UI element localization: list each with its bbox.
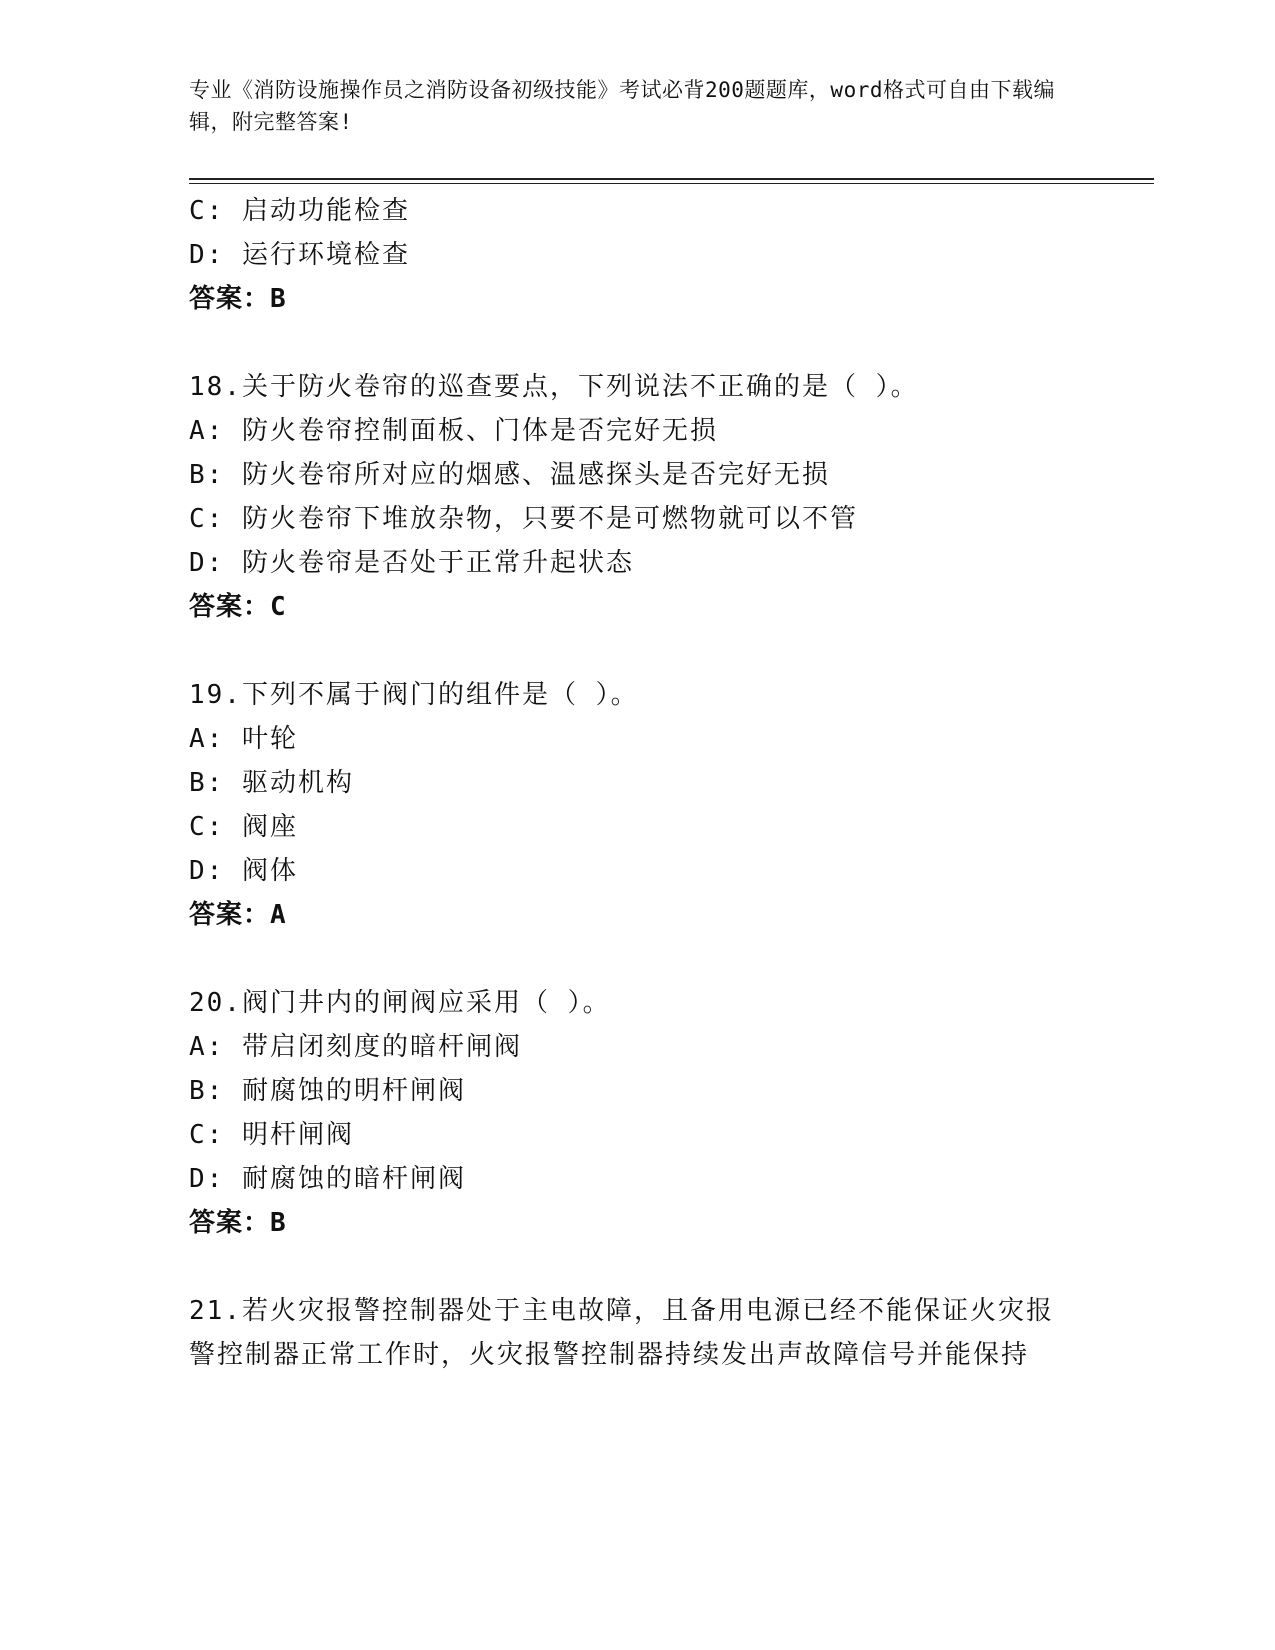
- answer-line: 答案：A: [189, 900, 287, 930]
- option-d: D: 耐腐蚀的暗杆闸阀: [189, 1164, 466, 1194]
- answer-line: 答案：C: [189, 592, 287, 622]
- option-c: C: 阀座: [189, 812, 298, 842]
- option-d: D: 运行环境检查: [189, 240, 410, 270]
- answer-line: 答案：B: [189, 284, 287, 314]
- option-c: C: 防火卷帘下堆放杂物，只要不是可燃物就可以不管: [189, 504, 858, 534]
- question-20: 20.阀门井内的闸阀应采用（ ）。: [189, 988, 611, 1018]
- answer-line: 答案：B: [189, 1208, 287, 1238]
- question-18: 18.关于防火卷帘的巡查要点，下列说法不正确的是（ ）。: [189, 372, 919, 402]
- option-a: A: 叶轮: [189, 724, 298, 754]
- option-c: C: 明杆闸阀: [189, 1120, 354, 1150]
- option-b: B: 耐腐蚀的明杆闸阀: [189, 1076, 466, 1106]
- option-c: C: 启动功能检查: [189, 196, 410, 226]
- option-b: B: 防火卷帘所对应的烟感、温感探头是否完好无损: [189, 460, 830, 490]
- page-header: 专业《消防设施操作员之消防设备初级技能》考试必背200题题库，word格式可自由下载编辑，附完整答案!: [189, 78, 1055, 134]
- option-d: D: 阀体: [189, 856, 298, 886]
- option-b: B: 驱动机构: [189, 768, 354, 798]
- option-a: A: 带启闭刻度的暗杆闸阀: [189, 1032, 522, 1062]
- option-a: A: 防火卷帘控制面板、门体是否完好无损: [189, 416, 718, 446]
- question-19: 19.下列不属于阀门的组件是（ ）。: [189, 680, 639, 710]
- header-divider: [189, 178, 1154, 184]
- option-d: D: 防火卷帘是否处于正常升起状态: [189, 548, 634, 578]
- question-21: 21.若火灾报警控制器处于主电故障，且备用电源已经不能保证火灾报: [189, 1296, 1054, 1326]
- question-21-continued: 警控制器正常工作时，火灾报警控制器持续发出声故障信号并能保持: [189, 1340, 1030, 1370]
